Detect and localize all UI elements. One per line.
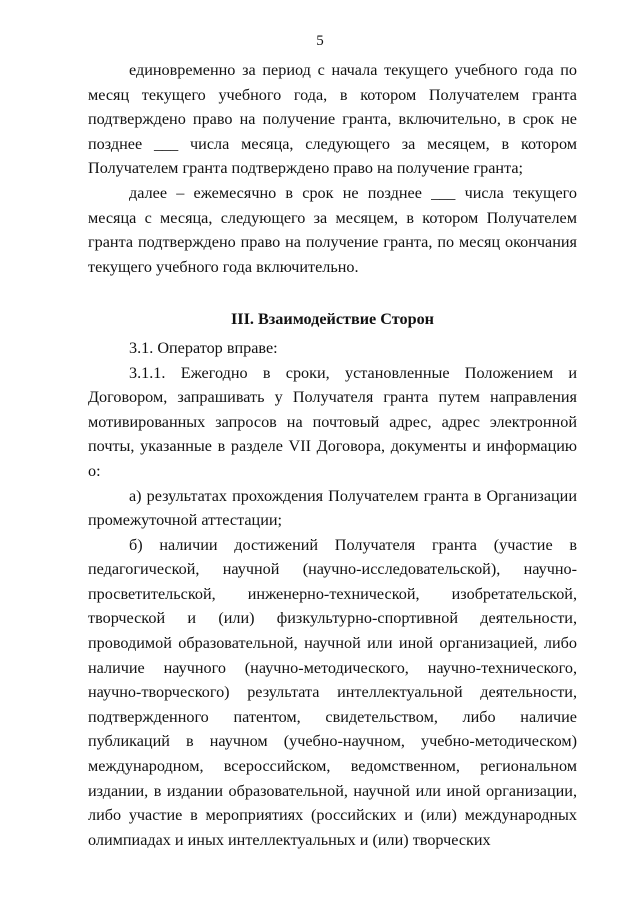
section-heading: III. Взаимодействие Сторон [230, 310, 435, 329]
paragraph-operator-rights: 3.1. Оператор вправе: [129, 338, 278, 357]
document-body [88, 58, 577, 852]
paragraph-clause-3-1-1: 3.1.1. Ежегодно в сроки, установленные Положением и Договором, запрашивать у Получателя гранта путем направления мотивированных запросов на почтовый адрес, адрес электронной почты, указанные в разделе VII Договора, документы и информацию о: [88, 363, 577, 480]
page-number: 5 [316, 33, 324, 49]
paragraph-item-a: а) результатах прохождения Получателем гранта в Организации промежуточной аттестации; [88, 486, 577, 530]
paragraph-lump-sum-payment: единовременно за период с начала текущего учебного года по месяц текущего учебного года, в котором Получателем гранта подтверждено право на получение гранта, включительно, в срок не позднее ___ числа месяца, следующего за месяцем, в котором Получателем гранта подтверждено право на получение гранта; [88, 61, 577, 178]
paragraph-item-b: б) наличии достижений Получателя гранта (участие в педагогической, научной (научно-исследовательской), научно-просветительской, инженерно-технической, изобретательской, творческой и (или) физкультурно-спортивной деятельности, проводимой образовательной, научной или иной организацией, либо наличие научного (научно-методического, научно-технического, научно-творческого) результата интеллектуальной деятельности, подтвержденного патентом, свидетельством, либо наличие публикаций в научном (учебно-научном, учебно-методическом) международном, всероссийском, ведомственном, региональном издании, в издании образовательной, научной или иной организации, либо участие в мероприятиях (российских и (или) международных олимпиадах и иных интеллектуальных и (или) творческих [88, 535, 577, 849]
paragraph-monthly-payment: далее – ежемесячно в срок не позднее ___ числа текущего месяца с месяца, следующего за месяцем, в котором Получателем гранта подтверждено право на получение гранта, по месяц окончания текущего учебного года включительно. [88, 183, 577, 276]
